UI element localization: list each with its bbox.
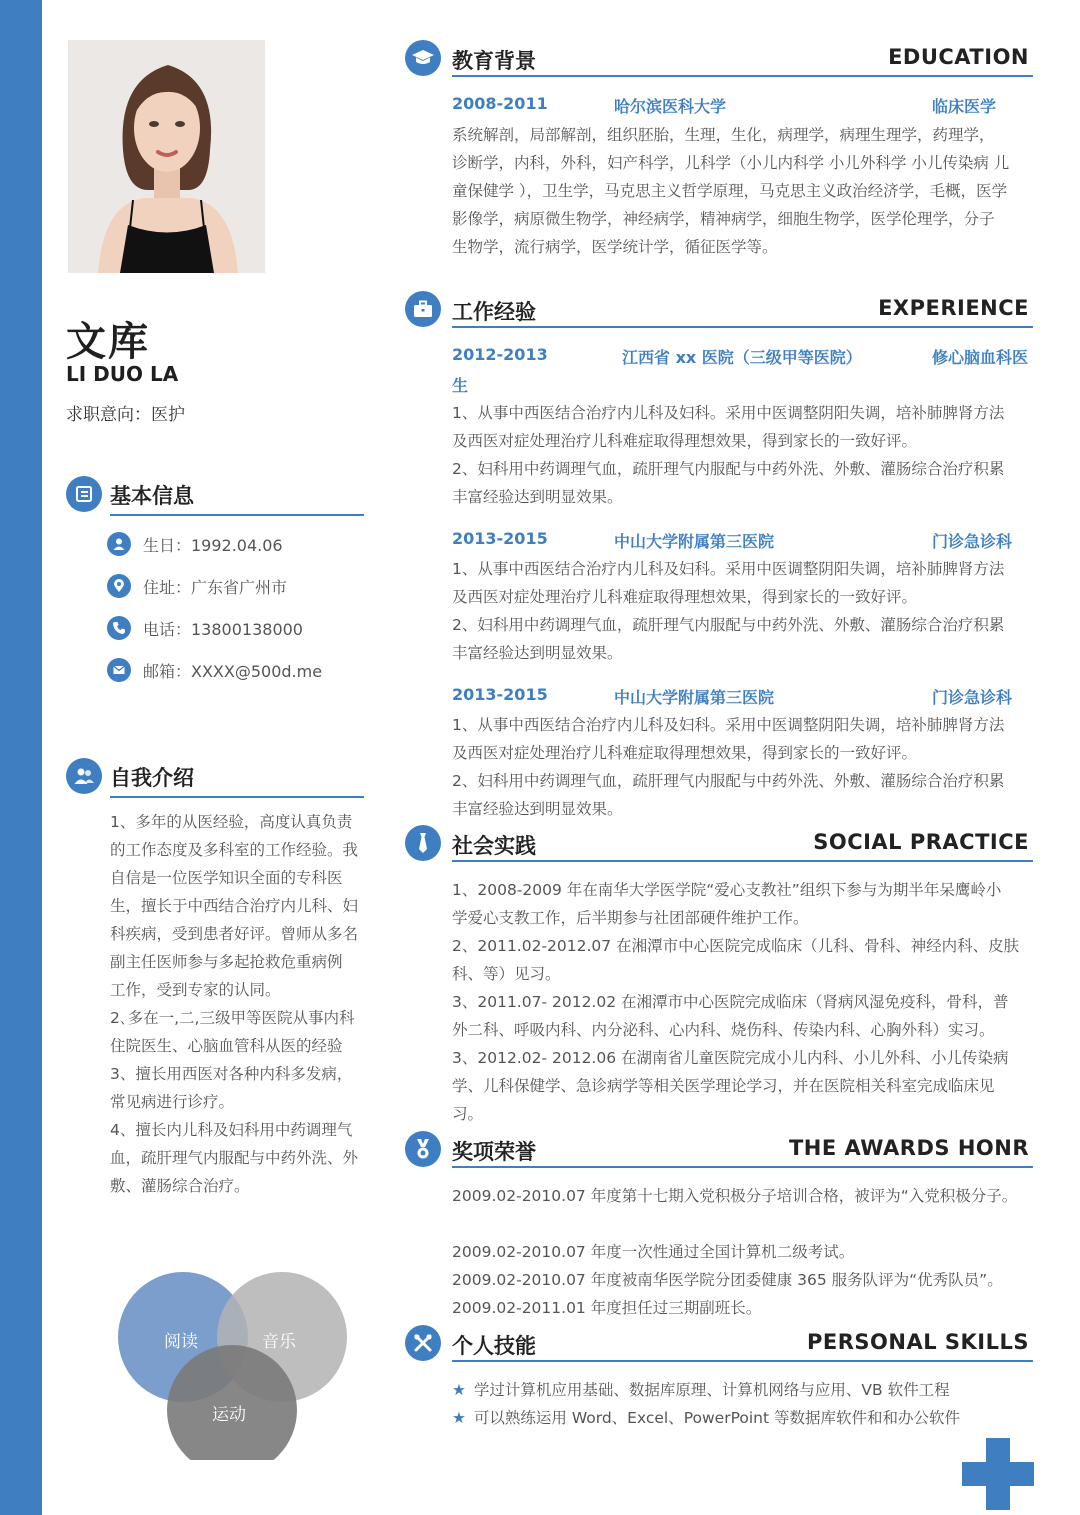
star-icon: ★ bbox=[452, 1381, 466, 1399]
self-intro-title: 自我介绍 bbox=[110, 766, 194, 790]
awards-divider bbox=[452, 1166, 1033, 1168]
candidate-name: 文库 bbox=[66, 319, 150, 365]
info-email bbox=[107, 657, 322, 683]
education-title-en: EDUCATION bbox=[888, 45, 1029, 69]
tie-icon bbox=[405, 825, 441, 861]
education-line: 影像学，病原微生物学，神经病学，精神病学，细胞生物学，医学伦理学，分子 bbox=[452, 210, 995, 228]
info-birthday-text: 生日：1992.04.06 bbox=[143, 535, 283, 555]
practice-line: 1、2008-2009 年在南华大学医学院“爱心支教社”组织下参与为期半年呆鹰岭小 bbox=[452, 881, 1002, 899]
skills-divider bbox=[452, 1360, 1033, 1362]
practice-line: 2、2011.02-2012.07 在湘潭市中心医院完成临床（儿科、骨科、神经内科、皮肤 bbox=[452, 937, 1020, 955]
phone-icon bbox=[107, 616, 131, 640]
awards-text bbox=[452, 1182, 1032, 1322]
job-3-meta bbox=[452, 685, 1032, 713]
self-intro-line: 自信是一位医学知识全面的专科医 bbox=[110, 869, 343, 887]
skill-text: 可以熟练运用 Word、Excel、PowerPoint 等数据库软件和和办公软件 bbox=[473, 1409, 961, 1427]
self-intro-line: 4、擅长内儿科及妇科用中药调理气 bbox=[110, 1121, 353, 1139]
self-intro-line: 工作，受到专家的认同。 bbox=[110, 981, 281, 999]
practice-title-en: SOCIAL PRACTICE bbox=[813, 830, 1029, 854]
self-intro-header bbox=[66, 758, 366, 798]
experience-header bbox=[405, 291, 1033, 331]
skill-item bbox=[452, 1376, 950, 1404]
hobby-sports-label: 运动 bbox=[212, 1405, 246, 1425]
hobbies-venn bbox=[112, 1265, 357, 1460]
basic-info-title: 基本信息 bbox=[110, 484, 194, 508]
self-intro-divider bbox=[110, 796, 364, 798]
job-line: 及西医对症处理治疗儿科难症取得理想效果，得到家长的一致好评。 bbox=[452, 432, 918, 450]
profile-photo bbox=[68, 40, 265, 273]
job-line: 丰富经验达到明显效果。 bbox=[452, 644, 623, 662]
job-line: 2、妇科用中药调理气血，疏肝理气内服配与中药外洗、外敷、灌肠综合治疗积累 bbox=[452, 460, 1005, 478]
briefcase-icon bbox=[405, 291, 441, 327]
education-line: 生物学，流行病学，医学统计学，循征医学等。 bbox=[452, 238, 778, 256]
job-2-period: 2013-2015 bbox=[452, 529, 548, 548]
awards-title: 奖项荣誉 bbox=[452, 1140, 536, 1164]
award-line: 2009.02-2010.07 年度被南华医学院分团委健康 365 服务队评为“优秀队员”。 bbox=[452, 1271, 1003, 1289]
info-address-text: 住址：广东省广州市 bbox=[143, 577, 288, 597]
job-3-dept: 门诊急诊科 bbox=[932, 688, 1013, 707]
award-line: 2009.02-2010.07 年度一次性通过全国计算机二级考试。 bbox=[452, 1243, 855, 1261]
education-line: 诊断学，内科，外科，妇产科学，儿科学（小儿内科学 小儿外科学 小儿传染病 儿 bbox=[452, 154, 1010, 172]
info-address bbox=[107, 573, 287, 599]
person-icon bbox=[107, 532, 131, 556]
id-card-icon bbox=[66, 476, 102, 512]
left-accent-bar bbox=[0, 0, 42, 1515]
basic-info-divider bbox=[110, 514, 364, 516]
job-line: 1、从事中西医结合治疗内儿科及妇科。采用中医调整阴阳失调，培补肺脾肾方法 bbox=[452, 560, 1005, 578]
medal-icon bbox=[405, 1131, 441, 1167]
star-icon: ★ bbox=[452, 1409, 466, 1427]
awards-header bbox=[405, 1131, 1033, 1171]
hobby-music-label: 音乐 bbox=[262, 1332, 296, 1352]
job-2-dept: 门诊急诊科 bbox=[932, 532, 1013, 551]
job-3-period: 2013-2015 bbox=[452, 685, 548, 704]
tools-icon bbox=[405, 1325, 441, 1361]
education-school: 哈尔滨医科大学 bbox=[614, 97, 727, 116]
self-intro-line: 生，擅长于中西结合治疗内儿科、妇 bbox=[110, 897, 359, 915]
experience-divider bbox=[452, 326, 1033, 328]
practice-line: 3、2012.02- 2012.06 在湖南省儿童医院完成小儿内科、小儿外科、小儿传染病 bbox=[452, 1049, 1009, 1067]
self-intro-line: 的工作态度及多科室的工作经验。我 bbox=[110, 841, 359, 859]
job-1-dept-wrap bbox=[452, 373, 1032, 401]
self-intro-line: 常见病进行诊疗。 bbox=[110, 1093, 235, 1111]
practice-header bbox=[405, 825, 1033, 865]
education-period: 2008-2011 bbox=[452, 94, 548, 113]
job-1-meta bbox=[452, 345, 1032, 373]
basic-info-header bbox=[66, 476, 366, 516]
job-1-desc bbox=[452, 399, 1032, 511]
job-line: 及西医对症处理治疗儿科难症取得理想效果，得到家长的一致好评。 bbox=[452, 588, 918, 606]
location-icon bbox=[107, 574, 131, 598]
education-meta bbox=[452, 94, 1032, 122]
self-intro-line: 1、多年的从医经验，高度认真负责 bbox=[110, 813, 353, 831]
job-2-org: 中山大学附属第三医院 bbox=[614, 532, 775, 551]
education-line: 系统解剖，局部解剖，组织胚胎，生理，生化，病理学，病理生理学，药理学， bbox=[452, 126, 995, 144]
skills-title: 个人技能 bbox=[452, 1334, 536, 1358]
self-intro-line: 血，疏肝理气内服配与中药外洗、外 bbox=[110, 1149, 359, 1167]
education-line: 童保健学 ），卫生学，马克思主义哲学原理，马克思主义政治经济学，毛概，医学 bbox=[452, 182, 1008, 200]
job-line: 2、妇科用中药调理气血，疏肝理气内服配与中药外洗、外敷、灌肠综合治疗积累 bbox=[452, 772, 1005, 790]
practice-line: 学爱心支教工作，后半期参与社团部硬件维护工作。 bbox=[452, 909, 809, 927]
self-intro-line: 副主任医师参与多起抢救危重病例 bbox=[110, 953, 343, 971]
practice-line: 外二科、呼吸内科、内分泌科、心内科、烧伤科、传染内科、心胸外科）实习。 bbox=[452, 1021, 995, 1039]
self-intro-line: 敷、灌肠综合治疗。 bbox=[110, 1177, 250, 1195]
education-major: 临床医学 bbox=[932, 97, 997, 116]
graduation-cap-icon bbox=[405, 40, 441, 76]
job-line: 及西医对症处理治疗儿科难症取得理想效果，得到家长的一致好评。 bbox=[452, 744, 918, 762]
job-1-org: 江西省 xx 医院（三级甲等医院） bbox=[622, 348, 862, 367]
experience-title-en: EXPERIENCE bbox=[878, 296, 1029, 320]
practice-line: 习。 bbox=[452, 1105, 484, 1123]
education-title: 教育背景 bbox=[452, 49, 536, 73]
education-divider bbox=[452, 75, 1033, 77]
awards-title-en: THE AWARDS HONR bbox=[788, 1136, 1029, 1160]
job-2-meta bbox=[452, 529, 1032, 557]
candidate-name-en: LI DUO LA bbox=[66, 362, 179, 386]
hobby-reading-label: 阅读 bbox=[164, 1332, 198, 1352]
experience-title: 工作经验 bbox=[452, 300, 536, 324]
job-intent: 求职意向：医护 bbox=[66, 405, 185, 425]
job-1-period: 2012-2013 bbox=[452, 345, 548, 364]
self-intro-line: 住院医生、心脑血管科从医的经验 bbox=[110, 1037, 343, 1055]
self-intro-line: 2､多在一,二,三级甲等医院从事内科 bbox=[110, 1009, 355, 1027]
job-3-org: 中山大学附属第三医院 bbox=[614, 688, 775, 707]
award-line: 2009.02-2011.01 年度担任过三期副班长。 bbox=[452, 1299, 762, 1317]
self-intro-line: 科疾病，受到患者好评。曾师从多名 bbox=[110, 925, 359, 943]
job-line: 1、从事中西医结合治疗内儿科及妇科。采用中医调整阴阳失调，培补肺脾肾方法 bbox=[452, 716, 1005, 734]
education-header bbox=[405, 40, 1033, 80]
job-1-dept-wrap-text: 生 bbox=[452, 376, 469, 395]
skill-item bbox=[452, 1404, 960, 1432]
mail-icon bbox=[107, 658, 131, 682]
job-line: 丰富经验达到明显效果。 bbox=[452, 800, 623, 818]
job-2-desc bbox=[452, 555, 1032, 667]
practice-line: 学、儿科保健学、急诊病学等相关医学理论学习，并在医院相关科室完成临床见 bbox=[452, 1077, 995, 1095]
practice-text bbox=[452, 876, 1032, 1128]
job-line: 丰富经验达到明显效果。 bbox=[452, 488, 623, 506]
award-line-blank bbox=[452, 1210, 1032, 1238]
practice-divider bbox=[452, 860, 1033, 862]
info-email-text: 邮箱：XXXX@500d.me bbox=[143, 661, 323, 681]
job-line: 2、妇科用中药调理气血，疏肝理气内服配与中药外洗、外敷、灌肠综合治疗积累 bbox=[452, 616, 1005, 634]
self-intro-text bbox=[110, 808, 368, 1200]
info-phone bbox=[107, 615, 303, 641]
skill-text: 学过计算机应用基础、数据库原理、计算机网络与应用、VB 软件工程 bbox=[473, 1381, 950, 1399]
info-birthday bbox=[107, 531, 283, 557]
practice-line: 3、2011.07- 2012.02 在湘潭市中心医院完成临床（肾病风湿免疫科，骨科，普 bbox=[452, 993, 1009, 1011]
skills-header bbox=[405, 1325, 1033, 1365]
job-line: 1、从事中西医结合治疗内儿科及妇科。采用中医调整阴阳失调，培补肺脾肾方法 bbox=[452, 404, 1005, 422]
job-3-desc bbox=[452, 711, 1032, 823]
education-courses bbox=[452, 121, 1032, 261]
practice-line: 科、等）见习。 bbox=[452, 965, 561, 983]
skills-title-en: PERSONAL SKILLS bbox=[806, 1330, 1029, 1354]
award-line: 2009.02-2010.07 年度第十七期入党积极分子培训合格，被评为“入党积极分子。 bbox=[452, 1187, 1018, 1205]
job-1-dept: 修心脑血科医 bbox=[932, 348, 1029, 367]
info-phone-text: 电话：13800138000 bbox=[143, 619, 303, 639]
self-intro-line: 3、擅长用西医对各种内科多发病， bbox=[110, 1065, 353, 1083]
medical-cross-icon bbox=[962, 1438, 1034, 1510]
practice-title: 社会实践 bbox=[452, 834, 536, 858]
people-icon bbox=[66, 758, 102, 794]
